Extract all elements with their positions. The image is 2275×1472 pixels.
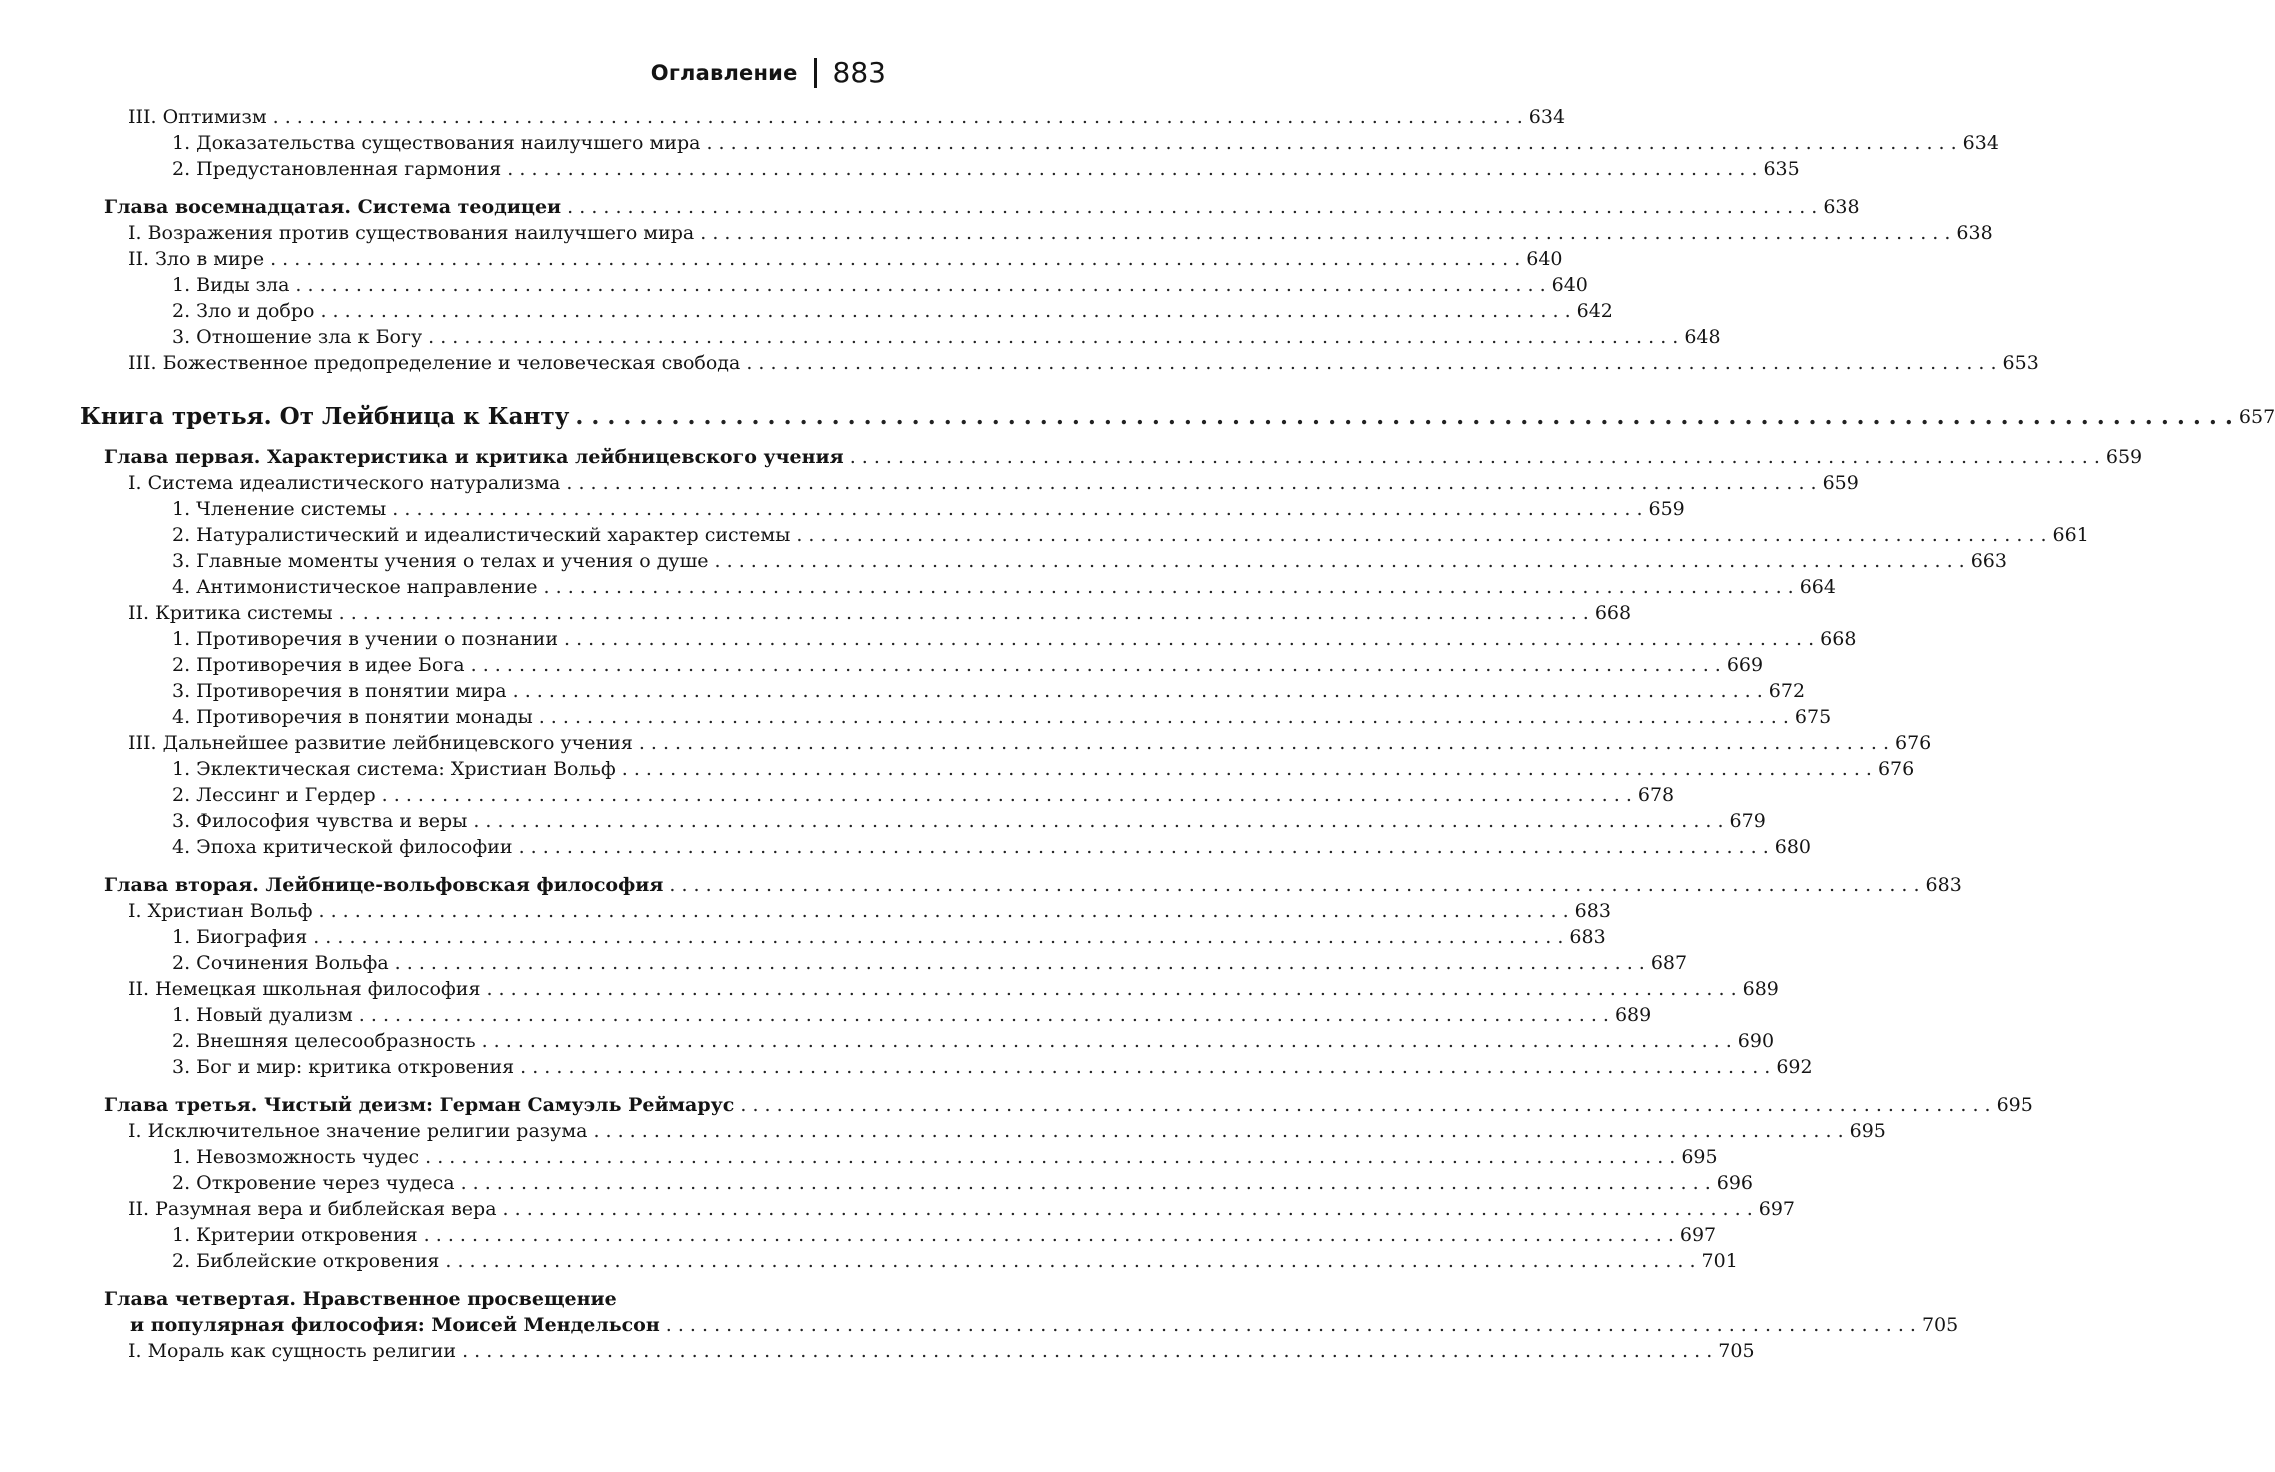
toc-entry-title: Глава восемнадцатая. Система теодицеи [104, 196, 562, 218]
leader-dots [320, 298, 1570, 324]
toc-entry-page: 638 [1956, 222, 1993, 244]
toc-chapter-entry [80, 444, 2143, 470]
toc-entry-page: 683 [1569, 926, 1606, 948]
toc-entry-page: 697 [1679, 1224, 1717, 1246]
toc-entry-title: 1. Критерии откровения [172, 1224, 418, 1246]
toc-entry-title: 1. Биография [172, 926, 308, 948]
toc-entry-page: 635 [1763, 158, 1800, 180]
toc-section-entry [80, 1118, 1886, 1144]
leader-dots [425, 1144, 1675, 1170]
toc-item-entry [80, 924, 1606, 950]
toc-item-entry [80, 626, 1857, 652]
running-header [651, 56, 886, 89]
leader-dots [567, 194, 1817, 220]
leader-dots [428, 324, 1678, 350]
leader-dots [513, 678, 1763, 704]
toc-entry-page: 705 [1921, 1314, 1959, 1336]
leader-dots [461, 1170, 1711, 1196]
toc-entry-page: 668 [1594, 602, 1632, 624]
leader-dots [796, 522, 2046, 548]
leader-dots [382, 782, 1632, 808]
toc-section-entry [80, 220, 1993, 246]
toc-entry-title: 3. Бог и мир: критика откровения [172, 1056, 515, 1078]
toc-item-entry [80, 1028, 1775, 1054]
toc-entry-title: Глава вторая. Лейбнице-вольфовская философия [104, 874, 664, 896]
toc-entry-page: 680 [1774, 836, 1812, 858]
leader-dots [486, 976, 1736, 1002]
leader-dots [482, 1028, 1732, 1054]
toc-entry-title: I. Возражения против существования наилучшего мира [128, 222, 695, 244]
toc-entry-title: I. Система идеалистического натурализма [128, 472, 561, 494]
leader-dots [850, 444, 2100, 470]
running-header-title: Оглавление [650, 60, 798, 85]
toc-item-entry [80, 574, 1836, 600]
toc-section-entry [80, 730, 1932, 756]
toc-entry-title: 2. Сочинения Вольфа [172, 952, 389, 974]
leader-dots [740, 1092, 1990, 1118]
toc-entry-title: 1. Членение системы [172, 498, 387, 520]
toc-entry-page: 678 [1637, 784, 1675, 806]
leader-dots [313, 924, 1563, 950]
toc-entry-page: 638 [1823, 196, 1860, 218]
toc-item-entry [80, 1054, 1813, 1080]
toc-item-entry [80, 704, 1832, 730]
toc-entry-title-line2: и популярная философия: Моисей Мендельсон [130, 1314, 660, 1336]
toc-chapter-entry [80, 872, 1962, 898]
toc-entry-title: I. Мораль как сущность религии [128, 1340, 457, 1362]
toc-entry-page: 676 [1895, 732, 1932, 754]
toc-item-entry [80, 678, 1806, 704]
leader-dots [575, 402, 2233, 432]
toc-entry-page: 692 [1776, 1056, 1813, 1078]
toc-section-entry [80, 976, 1779, 1002]
leader-dots [392, 496, 1642, 522]
toc-entry-page: 689 [1742, 978, 1779, 1000]
toc-entry-title: Глава третья. Чистый деизм: Герман Самуэль Реймарус [104, 1094, 735, 1116]
toc-item-entry [80, 156, 1800, 182]
leader-dots [270, 246, 1520, 272]
toc-entry-page: 642 [1576, 300, 1613, 322]
leader-dots [593, 1118, 1843, 1144]
leader-dots [622, 756, 1872, 782]
toc-book-entry [80, 402, 2275, 432]
toc-item-entry [80, 756, 1915, 782]
leader-dots [473, 808, 1723, 834]
toc-entry-title: I. Христиан Вольф [128, 900, 313, 922]
leader-dots [520, 1054, 1770, 1080]
leader-dots [471, 652, 1721, 678]
toc-entry-page: 695 [1849, 1120, 1886, 1142]
toc-item-entry [80, 130, 1999, 156]
leader-dots [519, 834, 1769, 860]
toc-entry-title: II. Разумная вера и библейская вера [128, 1198, 497, 1220]
toc-entry-title: 2. Противоречия в идее Бога [172, 654, 465, 676]
toc-entry-title: Книга третья. От Лейбница к Канту [80, 403, 570, 430]
toc-section-entry [80, 104, 1566, 130]
toc-item-entry [80, 496, 1685, 522]
leader-dots [339, 600, 1589, 626]
toc-item-entry [80, 1002, 1652, 1028]
toc-entry-page: 705 [1718, 1340, 1755, 1362]
leader-dots [566, 470, 1816, 496]
toc-entry-title: II. Немецкая школьная философия [128, 978, 481, 1000]
toc-entry-title: 3. Отношение зла к Богу [172, 326, 423, 348]
toc-entry-title: III. Дальнейшее развитие лейбницевского учения [128, 732, 633, 754]
leader-dots [503, 1196, 1753, 1222]
toc-section-entry [80, 246, 1563, 272]
toc-entry-title: 1. Виды зла [172, 274, 290, 296]
toc-entry-page: 659 [1648, 498, 1685, 520]
toc-entry-page: 634 [1528, 106, 1566, 128]
table-of-contents [80, 104, 2275, 1364]
leader-dots [700, 220, 1950, 246]
toc-entry-title: III. Божественное предопределение и человеческая свобода [128, 352, 741, 374]
toc-item-entry [80, 522, 2089, 548]
leader-dots [539, 704, 1789, 730]
toc-item-entry [80, 950, 1688, 976]
toc-entry-page: 661 [2052, 524, 2089, 546]
toc-entry-title: 1. Эклектическая система: Христиан Вольф [172, 758, 616, 780]
toc-entry-title: 2. Откровение через чудеса [172, 1172, 455, 1194]
toc-item-entry [80, 548, 2007, 574]
leader-dots [507, 156, 1757, 182]
leader-dots [706, 130, 1956, 156]
toc-entry-title: 2. Предустановленная гармония [172, 158, 502, 180]
toc-entry-page: 687 [1650, 952, 1688, 974]
toc-item-entry [80, 1170, 1754, 1196]
toc-item-entry [80, 1222, 1717, 1248]
toc-entry-page: 659 [2105, 446, 2143, 468]
toc-entry-page: 701 [1701, 1250, 1738, 1272]
toc-entry-title: 2. Лессинг и Гердер [172, 784, 376, 806]
toc-entry-page: 653 [2002, 352, 2039, 374]
toc-item-entry [80, 652, 1764, 678]
toc-entry-page: 690 [1737, 1030, 1775, 1052]
toc-item-entry [80, 782, 1675, 808]
toc-entry-title: 1. Противоречия в учении о познании [172, 628, 558, 650]
toc-entry-page: 640 [1526, 248, 1563, 270]
toc-entry-title: 4. Антимонистическое направление [172, 576, 538, 598]
toc-entry-title: 3. Противоречия в понятии мира [172, 680, 507, 702]
toc-section-entry [80, 1196, 1795, 1222]
toc-entry-page: 664 [1799, 576, 1836, 598]
toc-entry-title: 1. Доказательства существования наилучшего мира [172, 132, 701, 154]
toc-entry-page: 676 [1877, 758, 1915, 780]
toc-entry-page: 695 [1996, 1094, 2033, 1116]
leader-dots [359, 1002, 1609, 1028]
toc-entry-page: 683 [1574, 900, 1611, 922]
toc-section-entry [80, 350, 2039, 376]
toc-entry-title: 3. Философия чувства и веры [172, 810, 468, 832]
toc-entry-title-line1: Глава четвертая. Нравственное просвещение [104, 1288, 617, 1310]
leader-dots [715, 548, 1965, 574]
toc-item-entry [80, 1248, 1738, 1274]
leader-dots [666, 1312, 1916, 1338]
toc-entry-title: 2. Натуралистический и идеалистический характер системы [172, 524, 791, 546]
header-separator [814, 58, 817, 88]
toc-entry-page: 648 [1684, 326, 1721, 348]
toc-entry-page: 672 [1768, 680, 1806, 702]
toc-entry-page: 634 [1962, 132, 1999, 154]
toc-entry-title: 1. Невозможность чудес [172, 1146, 420, 1168]
toc-entry-title: II. Критика системы [128, 602, 333, 624]
toc-entry-title: 1. Новый дуализм [172, 1004, 353, 1026]
toc-entry-title: III. Оптимизм [128, 106, 267, 128]
toc-chapter-entry [80, 1092, 2033, 1118]
leader-dots [564, 626, 1814, 652]
toc-entry-page: 675 [1794, 706, 1832, 728]
toc-entry-title: 4. Противоречия в понятии монады [172, 706, 533, 728]
toc-entry-page: 679 [1729, 810, 1766, 832]
toc-chapter-entry [80, 194, 1860, 220]
toc-entry-title: 2. Внешняя целесообразность [172, 1030, 476, 1052]
toc-entry-title: 3. Главные моменты учения о телах и учения о душе [172, 550, 709, 572]
toc-entry-title: 4. Эпоха критической философии [172, 836, 513, 858]
leader-dots [669, 872, 1919, 898]
toc-entry-page: 689 [1614, 1004, 1652, 1026]
toc-entry-page: 657 [2238, 406, 2275, 428]
toc-item-entry [80, 834, 1812, 860]
toc-entry-page: 695 [1681, 1146, 1718, 1168]
toc-entry-page: 668 [1820, 628, 1857, 650]
leader-dots [395, 950, 1645, 976]
toc-entry-page: 696 [1716, 1172, 1754, 1194]
leader-dots [295, 272, 1545, 298]
toc-entry-page: 663 [1970, 550, 2007, 572]
toc-item-entry [80, 1144, 1718, 1170]
leader-dots [639, 730, 1889, 756]
toc-section-entry [80, 470, 1859, 496]
toc-item-entry [80, 298, 1613, 324]
toc-chapter-entry [80, 1286, 1959, 1338]
leader-dots [544, 574, 1794, 600]
toc-entry-page: 683 [1925, 874, 1962, 896]
toc-section-entry [80, 898, 1611, 924]
toc-entry-page: 640 [1551, 274, 1588, 296]
leader-dots [445, 1248, 1695, 1274]
toc-entry-title: II. Зло в мире [128, 248, 265, 270]
leader-dots [462, 1338, 1712, 1364]
toc-entry-page: 669 [1726, 654, 1764, 676]
toc-entry-page: 697 [1758, 1198, 1795, 1220]
toc-section-entry [80, 1338, 1755, 1364]
page-number: 883 [832, 56, 886, 89]
toc-entry-title: 2. Зло и добро [172, 300, 315, 322]
leader-dots [273, 104, 1523, 130]
toc-item-entry [80, 808, 1766, 834]
toc-item-entry [80, 272, 1588, 298]
toc-item-entry [80, 324, 1721, 350]
toc-entry-title: I. Исключительное значение религии разума [128, 1120, 588, 1142]
toc-entry-title: 2. Библейские откровения [172, 1250, 440, 1272]
toc-entry-page: 659 [1822, 472, 1859, 494]
leader-dots [424, 1222, 1674, 1248]
toc-section-entry [80, 600, 1632, 626]
leader-dots [746, 350, 1996, 376]
toc-entry-title: Глава первая. Характеристика и критика лейбницевского учения [104, 446, 844, 468]
leader-dots [318, 898, 1568, 924]
